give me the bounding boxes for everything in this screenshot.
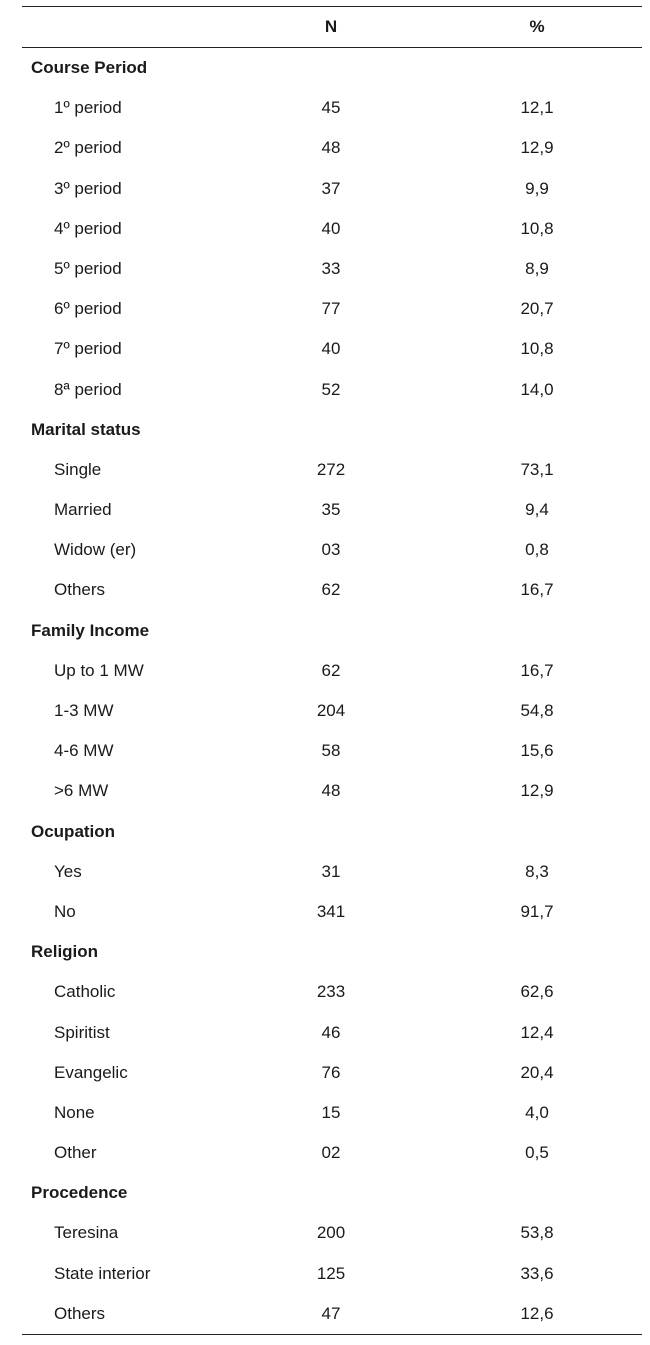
group-row	[22, 48, 642, 88]
row-n-value: 52	[321, 379, 341, 399]
row-percent-value: 91,7	[520, 901, 554, 921]
table-row	[22, 1053, 642, 1093]
table-row	[22, 88, 642, 128]
table-header	[22, 7, 642, 47]
row-n-value: 204	[316, 701, 346, 720]
row-n-value: 48	[321, 781, 341, 801]
row-n-value: 02	[321, 1143, 341, 1163]
row-label: Teresina	[54, 1223, 119, 1243]
table-row	[22, 128, 642, 168]
row-percent-value: 8,9	[525, 258, 549, 278]
row-percent-value: 9,9	[525, 178, 549, 198]
table-row	[22, 771, 642, 811]
row-label: Others	[54, 1303, 106, 1323]
row-label: Widow (er)	[54, 540, 137, 560]
table-row	[22, 1254, 642, 1294]
row-percent-value: 12,9	[520, 781, 554, 801]
row-label: Evangelic	[54, 1062, 128, 1082]
data-table	[22, 6, 642, 1335]
row-n-value: 35	[321, 500, 341, 520]
row-label: Others	[54, 580, 106, 600]
row-n-value: 46	[321, 1022, 341, 1042]
table-row	[22, 892, 642, 932]
row-n-value: 341	[316, 901, 346, 921]
table-row	[22, 370, 642, 410]
table-row	[22, 1133, 642, 1173]
row-label: Catholic	[54, 982, 116, 1002]
group-title: Procedence	[31, 1183, 128, 1203]
row-label: 2º period	[54, 138, 122, 158]
row-n-value: 31	[321, 861, 341, 881]
row-label: None	[54, 1102, 95, 1122]
row-percent-value: 53,8	[520, 1223, 554, 1243]
row-n-value: 233	[316, 982, 346, 1002]
table-row	[22, 731, 642, 771]
row-n-value: 62	[321, 660, 341, 680]
row-n-value: 33	[321, 258, 341, 278]
row-n-value: 48	[321, 138, 341, 158]
row-n-value: 03	[321, 540, 341, 560]
row-n-value: 272	[316, 459, 346, 479]
row-n-value: 40	[321, 339, 341, 359]
row-percent-value: 14,0	[520, 379, 554, 399]
table-row	[22, 450, 642, 490]
row-label: 1º period	[54, 98, 122, 118]
row-percent-value: 15,6	[520, 741, 554, 761]
group-title: Religion	[31, 942, 99, 962]
group-title: Family Income	[31, 620, 150, 640]
row-n-value: 200	[316, 1223, 346, 1243]
group-row	[22, 1173, 642, 1213]
group-row	[22, 932, 642, 972]
bottom-rule	[22, 1334, 642, 1335]
table-row	[22, 490, 642, 530]
row-n-value: 76	[321, 1062, 341, 1082]
table-row	[22, 570, 642, 610]
row-percent-value: 8,3	[525, 861, 549, 881]
row-label: 3º period	[54, 178, 122, 198]
row-label: 1-3 MW	[54, 701, 114, 720]
row-label: Up to 1 MW	[54, 660, 144, 680]
row-percent-value: 12,6	[520, 1303, 554, 1323]
row-percent-value: 20,4	[520, 1062, 554, 1082]
row-label: 8ª period	[54, 379, 122, 399]
row-label: Yes	[54, 861, 82, 881]
row-percent-value: 33,6	[520, 1263, 554, 1283]
row-percent-value: 0,8	[525, 540, 549, 560]
row-n-value: 77	[321, 299, 341, 319]
row-percent-value: 10,8	[520, 218, 554, 238]
row-label: Single	[54, 459, 102, 479]
row-label: No	[54, 901, 76, 921]
row-percent-value: 0,5	[525, 1143, 549, 1163]
row-label: 4º period	[54, 218, 122, 238]
row-label: Other	[54, 1143, 97, 1163]
table-body	[22, 48, 642, 1334]
table-row	[22, 169, 642, 209]
row-percent-value: 12,9	[520, 138, 554, 158]
table-row	[22, 651, 642, 691]
row-percent-value: 16,7	[520, 580, 554, 600]
table-row	[22, 852, 642, 892]
table-row	[22, 1294, 642, 1334]
row-n-value: 62	[321, 580, 341, 600]
row-percent-value: 73,1	[520, 459, 554, 479]
row-n-value: 37	[321, 178, 341, 198]
row-percent-value: 9,4	[525, 500, 549, 520]
table-row	[22, 329, 642, 369]
row-n-value: 47	[321, 1303, 341, 1323]
row-n-value: 40	[321, 218, 341, 238]
row-label: Married	[54, 500, 112, 520]
row-n-value: 58	[321, 741, 341, 761]
row-label: 6º period	[54, 299, 122, 319]
row-n-value: 125	[316, 1263, 346, 1283]
row-percent-value: 16,7	[520, 660, 554, 680]
row-label: State interior	[54, 1263, 151, 1283]
table-row	[22, 209, 642, 249]
row-percent-value: 20,7	[520, 299, 554, 319]
header-n: N	[324, 17, 338, 36]
row-percent-value: 4,0	[525, 1102, 549, 1122]
group-row	[22, 812, 642, 852]
row-label: 5º period	[54, 258, 122, 278]
row-n-value: 15	[321, 1102, 341, 1122]
group-title: Marital status	[31, 419, 141, 439]
table-row	[22, 691, 642, 731]
table-row	[22, 249, 642, 289]
row-label: >6 MW	[54, 781, 109, 801]
row-label: 7º period	[54, 339, 122, 359]
row-label: Spiritist	[54, 1022, 110, 1042]
row-percent-value: 54,8	[520, 701, 554, 720]
group-title: Course Period	[31, 58, 148, 77]
group-row	[22, 611, 642, 651]
table-row	[22, 1093, 642, 1133]
row-percent-value: 12,1	[520, 98, 554, 118]
row-percent-value: 12,4	[520, 1022, 554, 1042]
row-percent-value: 10,8	[520, 339, 554, 359]
table-row	[22, 289, 642, 329]
table-row	[22, 1213, 642, 1253]
table-row	[22, 1013, 642, 1053]
row-n-value: 45	[321, 98, 341, 118]
table-row	[22, 530, 642, 570]
group-title: Ocupation	[31, 821, 116, 841]
group-row	[22, 410, 642, 450]
row-percent-value: 62,6	[520, 982, 554, 1002]
table-row	[22, 972, 642, 1012]
row-label: 4-6 MW	[54, 741, 114, 761]
header-percent: %	[529, 17, 545, 36]
